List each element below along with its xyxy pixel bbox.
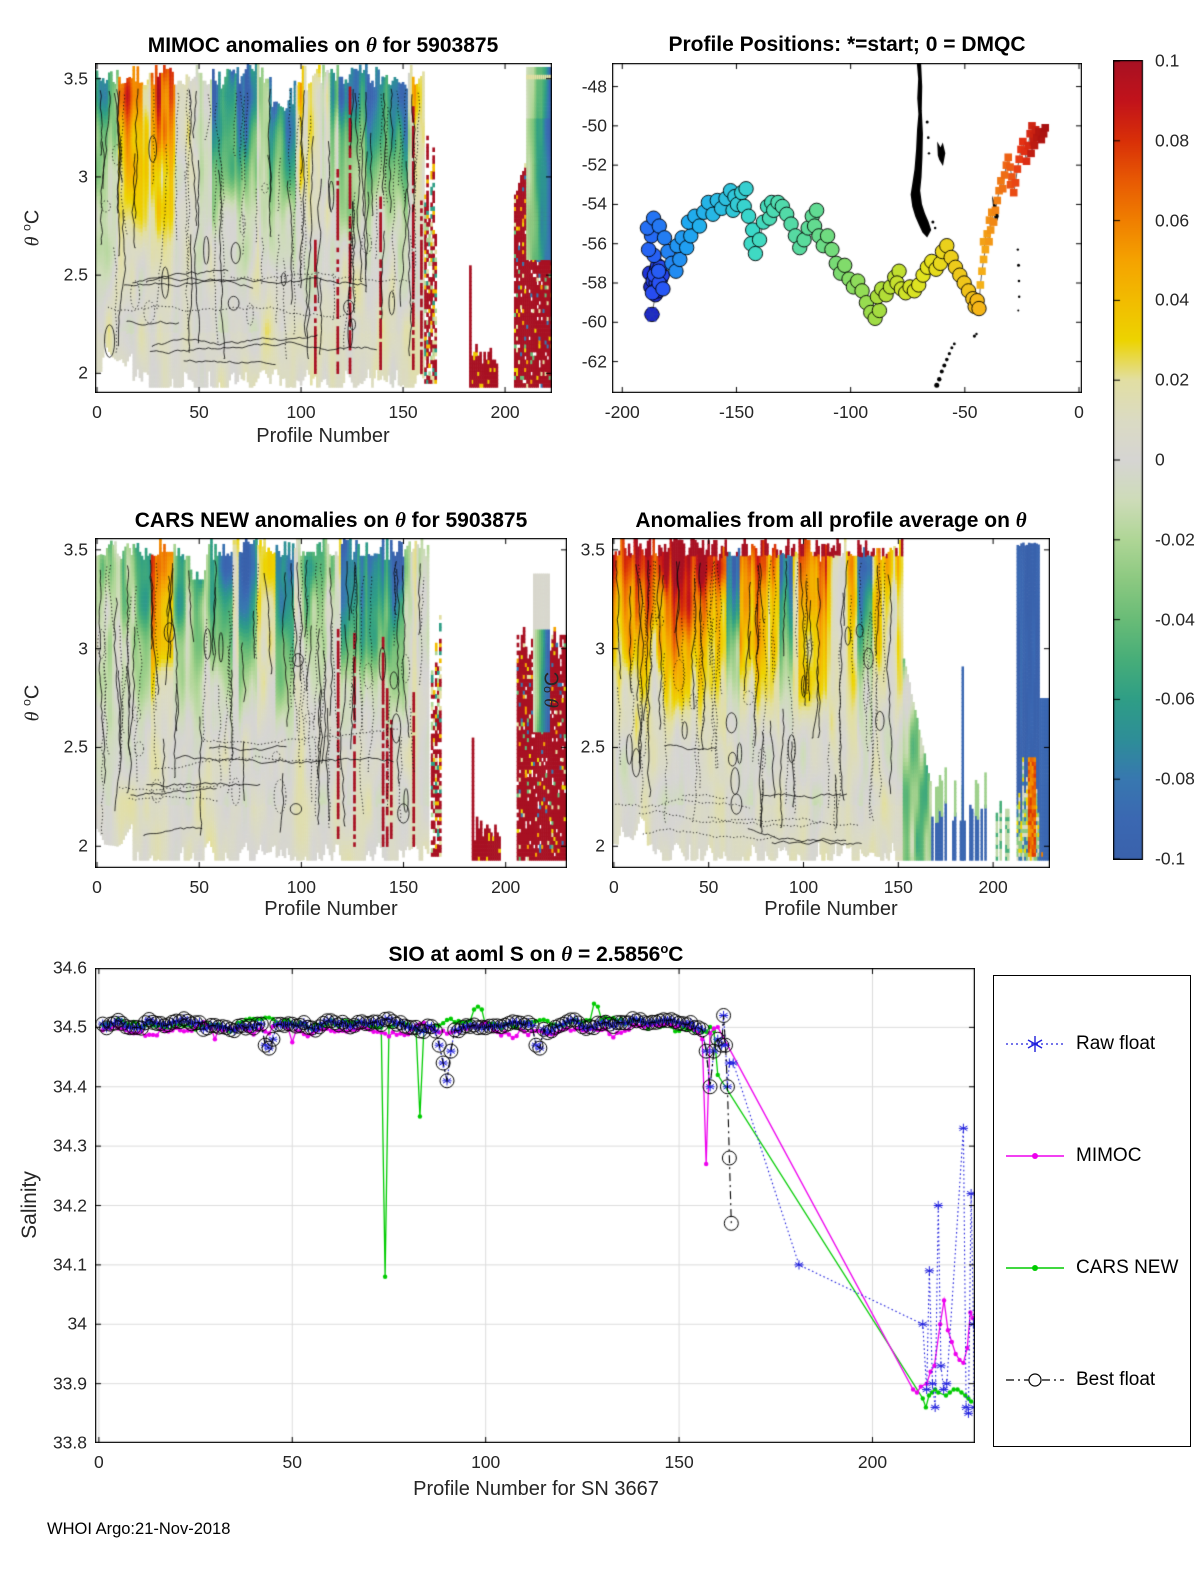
map-y-tick-label: -48 bbox=[581, 76, 607, 97]
mimoc-ylabel: θ $^o$C bbox=[19, 209, 44, 247]
p4-x-tick-label: 200 bbox=[978, 877, 1008, 897]
best-float-marker-icon bbox=[1004, 1370, 1066, 1390]
colorbar-tick-label: 0.02 bbox=[1155, 369, 1190, 390]
colorbar-tick-label: -0.1 bbox=[1155, 848, 1186, 869]
mimoc-title: MIMOC anomalies on θ for 5903875 bbox=[147, 33, 499, 57]
map-x-tick-label: -200 bbox=[604, 402, 640, 422]
legend-item-cars-new bbox=[1004, 1256, 1178, 1280]
salinity-y-tick-label: 34.4 bbox=[52, 1076, 87, 1097]
legend-label: Best float bbox=[1076, 1369, 1156, 1390]
cars-ylabel: θ $^o$C bbox=[19, 684, 44, 722]
salinity-title: SIO at aoml S on $\theta = 2.5856^oC$ bbox=[388, 941, 684, 966]
salinity-x-tick-label: 50 bbox=[282, 1452, 302, 1472]
colorbar-tick-label: 0 bbox=[1155, 449, 1165, 470]
theta-symbol: θ bbox=[365, 33, 377, 57]
salinity-y-tick-label: 34.5 bbox=[52, 1016, 87, 1037]
salinity-y-tick-label: 34.1 bbox=[52, 1254, 87, 1275]
allprofile-anomaly-heatmap bbox=[612, 538, 1050, 868]
p1-y-tick-label: 2 bbox=[78, 362, 88, 383]
colorbar-tick-label: -0.02 bbox=[1155, 529, 1195, 550]
colorbar-tick-label: 0.08 bbox=[1155, 130, 1190, 151]
mimoc-marker-icon bbox=[1004, 1146, 1066, 1166]
cars-xlabel: Profile Number bbox=[264, 898, 398, 920]
salinity-x-tick-label: 200 bbox=[857, 1452, 888, 1472]
salinity-x-tick-label: 0 bbox=[93, 1452, 104, 1472]
p1-y-tick-label: 3.5 bbox=[63, 68, 88, 89]
p1-y-tick-label: 3 bbox=[78, 166, 88, 187]
legend-item-raw-float bbox=[1004, 1032, 1155, 1056]
salinity-ylabel: Salinity bbox=[18, 1171, 41, 1239]
profile-positions-map bbox=[612, 63, 1082, 393]
allprofile-ylabel: θ $^o$C bbox=[539, 671, 564, 709]
legend-item-best-float bbox=[1004, 1368, 1155, 1392]
p3-x-tick-label: 100 bbox=[286, 877, 316, 897]
colorbar-tick-label: -0.08 bbox=[1155, 768, 1195, 789]
salinity-x-tick-label: 150 bbox=[664, 1452, 694, 1472]
attribution-text: WHOI Argo:21-Nov-2018 bbox=[47, 1520, 231, 1538]
map-y-tick-label: -62 bbox=[581, 351, 607, 372]
cars-new-marker-icon bbox=[1004, 1258, 1066, 1278]
legend-item-mimoc bbox=[1004, 1144, 1141, 1168]
p1-x-tick-label: 200 bbox=[490, 402, 520, 422]
mimoc-xlabel: Profile Number bbox=[256, 425, 390, 447]
p1-y-tick-label: 2.5 bbox=[63, 264, 88, 285]
map-y-tick-label: -50 bbox=[581, 115, 607, 136]
colorbar-tick-label: -0.06 bbox=[1155, 688, 1195, 709]
salinity-line-chart bbox=[95, 968, 975, 1443]
mimoc-anomaly-heatmap bbox=[95, 63, 552, 393]
colorbar-tick-label: -0.04 bbox=[1155, 609, 1195, 630]
map-x-tick-label: 0 bbox=[1074, 402, 1084, 422]
p3-y-tick-label: 3.5 bbox=[63, 539, 88, 560]
theta-symbol: θ bbox=[394, 508, 406, 532]
p3-x-tick-label: 0 bbox=[92, 877, 102, 897]
p3-x-tick-label: 150 bbox=[388, 877, 419, 897]
map-y-tick-label: -58 bbox=[581, 272, 607, 293]
allprofile-title: Anomalies from all profile average on θ bbox=[635, 508, 1027, 532]
p1-x-tick-label: 100 bbox=[286, 402, 316, 422]
salinity-xlabel: Profile Number for SN 3667 bbox=[413, 1478, 659, 1500]
p1-x-tick-label: 150 bbox=[388, 402, 418, 422]
salinity-y-tick-label: 34.6 bbox=[52, 957, 87, 978]
map-y-tick-label: -56 bbox=[581, 233, 607, 254]
salinity-y-tick-label: 34.2 bbox=[52, 1195, 87, 1215]
salinity-y-tick-label: 34.3 bbox=[52, 1135, 87, 1156]
p4-x-tick-label: 0 bbox=[609, 877, 619, 897]
map-x-tick-label: -150 bbox=[718, 402, 754, 422]
theta-symbol: θ bbox=[1015, 508, 1027, 532]
p4-y-tick-label: 3 bbox=[595, 638, 605, 659]
map-x-tick-label: -100 bbox=[833, 402, 869, 422]
map-title: Profile Positions: *=start; 0 = DMQC bbox=[668, 33, 1026, 56]
p3-y-tick-label: 3 bbox=[78, 638, 88, 659]
salinity-legend bbox=[993, 975, 1191, 1447]
p4-y-tick-label: 3.5 bbox=[580, 539, 605, 560]
p4-x-tick-label: 50 bbox=[698, 877, 719, 897]
raw-float-marker-icon bbox=[1004, 1034, 1066, 1054]
legend-label: CARS NEW bbox=[1076, 1257, 1179, 1278]
map-y-tick-label: -54 bbox=[581, 193, 607, 214]
map-y-tick-label: -52 bbox=[581, 154, 607, 175]
colorbar-tick-label: 0.04 bbox=[1155, 289, 1190, 310]
salinity-y-tick-label: 33.9 bbox=[52, 1373, 87, 1394]
p3-x-tick-label: 200 bbox=[491, 877, 521, 897]
theta-symbol: θ bbox=[561, 942, 573, 966]
salinity-y-tick-label: 34 bbox=[67, 1313, 87, 1334]
p4-x-tick-label: 100 bbox=[788, 877, 819, 897]
colorbar bbox=[1113, 60, 1151, 860]
map-y-tick-label: -60 bbox=[581, 311, 607, 332]
p1-x-tick-label: 50 bbox=[189, 402, 209, 422]
cars-title: CARS NEW anomalies on θ for 5903875 bbox=[134, 508, 528, 532]
allprofile-xlabel: Profile Number bbox=[764, 898, 898, 920]
colorbar-tick-label: 0.1 bbox=[1155, 50, 1180, 71]
salinity-x-tick-label: 100 bbox=[471, 1452, 501, 1472]
p4-x-tick-label: 150 bbox=[883, 877, 913, 897]
p1-x-tick-label: 0 bbox=[92, 402, 102, 422]
map-x-tick-label: -50 bbox=[952, 402, 978, 422]
colorbar-tick-label: 0.06 bbox=[1155, 210, 1190, 231]
legend-label: MIMOC bbox=[1076, 1145, 1142, 1166]
p3-y-tick-label: 2 bbox=[78, 835, 88, 856]
salinity-y-tick-label: 33.8 bbox=[52, 1432, 87, 1453]
cars-anomaly-heatmap bbox=[95, 538, 567, 868]
p3-x-tick-label: 50 bbox=[189, 877, 209, 897]
p4-y-tick-label: 2 bbox=[595, 835, 605, 856]
legend-label: Raw float bbox=[1076, 1033, 1156, 1054]
p3-y-tick-label: 2.5 bbox=[63, 736, 88, 757]
p4-y-tick-label: 2.5 bbox=[580, 736, 605, 757]
